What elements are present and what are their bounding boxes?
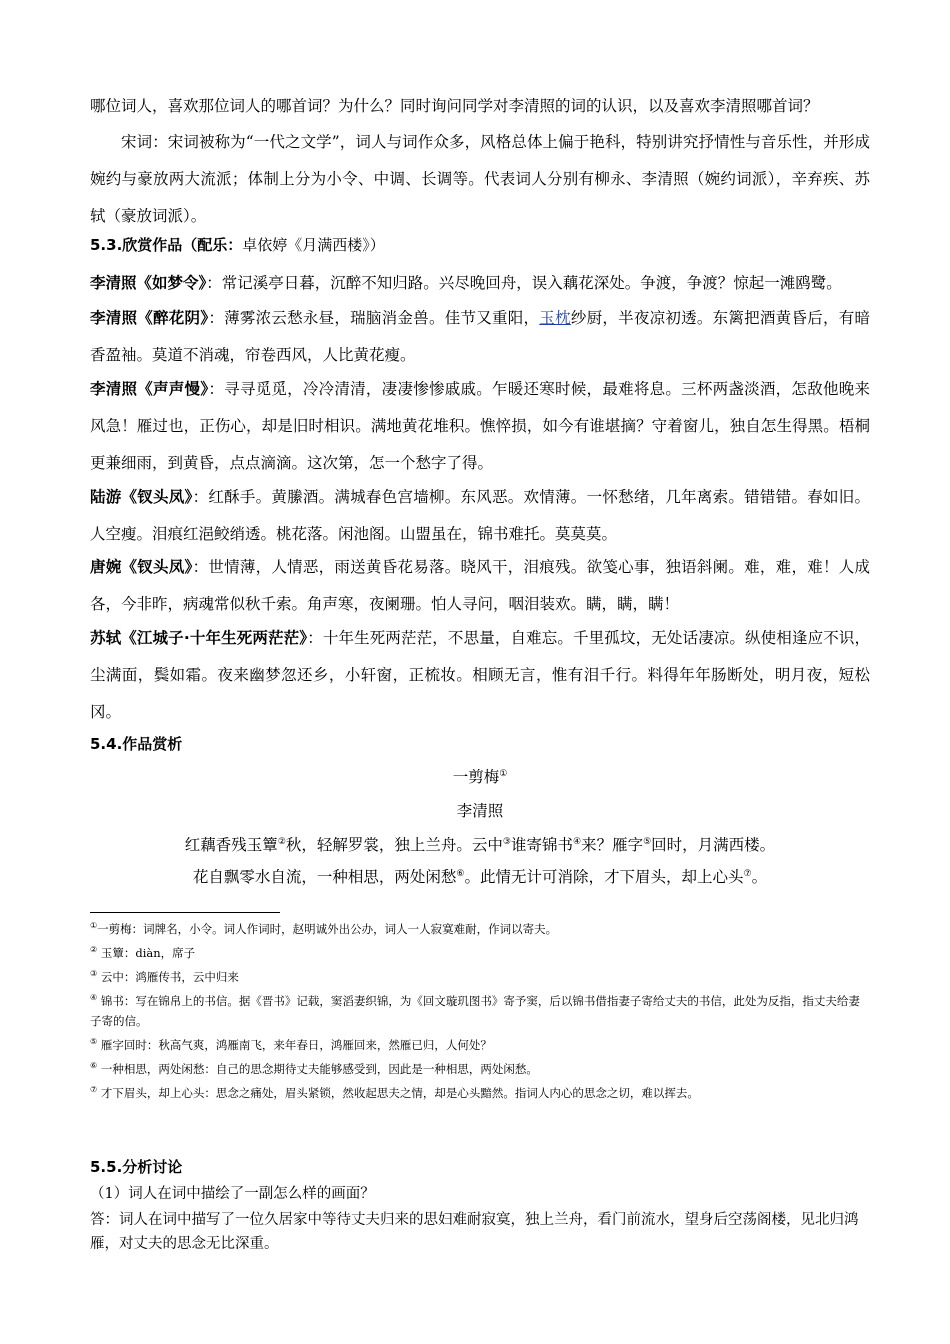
work-zuihuayin [90,300,870,374]
songci-paragraph: 宋词：宋词被称为“一代之文学”，词人与词作众多，风格总体上偏于艳科，特别讲究抒情性与音乐性，并形成婉约与豪放两大流派；体制上分为小令、中调、长调等。代表词人分别有柳永、李清照（婉约词派），辛弃疾、苏轼（豪放词派）。 [90,133,870,225]
footnote-3 [90,967,870,987]
poem-text: 红藕香残玉簟 [184,836,278,854]
footnote-4 [90,991,870,1031]
section-5-3-title: 5.3.欣赏作品（配乐： [90,236,243,254]
footnote-marker[interactable]: ④ [573,836,582,847]
work-title: 陆游《钗头凤》 [90,488,193,506]
footnote-1 [90,919,870,939]
section-5-5-heading: 5.5.分析讨论 [90,1158,183,1176]
poem-text: 秋，轻解罗裳，独上兰舟。云中 [285,836,503,854]
footnote-text: 一剪梅：词牌名，小令。词人作词时，赵明诚外出公办，词人一人寂寞难耐，作词以寄夫。 [97,922,558,936]
footnote-marker[interactable]: ⑤ [643,836,652,847]
question-1: （1）词人在词中描绘了一副怎么样的画面？ [90,1186,375,1202]
footnote-number: ① [90,921,98,931]
footnote-7 [90,1083,870,1103]
poem-text: 。 [751,868,768,886]
work-title: 李清照《声声慢》 [90,380,209,398]
footnote-separator [90,912,280,913]
poem-line-1 [90,833,870,855]
footnote-text: 云中：鸿雁传书，云中归来 [100,970,239,984]
work-title: 李清照《如梦令》 [90,274,207,292]
footnote-number: ⑦ [90,1085,98,1095]
footnote-marker[interactable]: ③ [502,836,511,847]
footnote-text: 锦书：写在锦帛上的书信。据《晋书》记载，窦滔妻织锦，为《回文璇玑图书》寄予窦，后以锦书借指妻子寄给丈夫的书信，此处为反指，指丈夫给妻子寄的信。 [90,994,860,1028]
footnote-text: 玉簟：diàn，席子 [100,946,196,960]
footnote-text: 才下眉头，却上心头：思念之痛处，眉头紧锁，然收起思夫之情，却是心头黯然。指词人内心的思念之切，难以挥去。 [100,1086,699,1100]
footnote-marker[interactable]: ② [277,836,286,847]
work-title: 李清照《醉花阴》 [90,309,209,327]
footnote-6 [90,1059,870,1079]
work-text: ：世情薄，人情恶，雨送黄昏花易落。晓风干，泪痕残。欲笺心事，独语斜阑。难，难，难！人成各，今非昨，病魂常似秋千索。角声寒，夜阑珊。怕人寻问，咽泪装欢。瞒，瞒，瞒！ [90,558,870,613]
section-5-3-heading [90,234,385,255]
poem-title-text: 一剪梅 [452,768,500,786]
poem-author: 李清照 [456,802,504,820]
footnote-marker[interactable]: ⑦ [743,868,752,879]
poem-text: 。此情无计可消除，才下眉头，却上心头 [464,868,744,886]
intro-line: 哪位词人，喜欢那位词人的哪首词？为什么？同时询问同学对李清照的词的认识，以及喜欢李清照哪首词？ [90,97,819,115]
work-text: ：常记溪亭日暮，沉醉不知归路。兴尽晚回舟，误入藕花深处。争渡，争渡？惊起一滩鸥鹭。 [206,274,842,292]
work-text: ：薄雾浓云愁永昼，瑞脑消金兽。佳节又重阳， [208,309,540,327]
work-chaitoufeng-luyou [90,479,870,553]
work-rumengling [90,265,870,302]
poem-text: 回时，月满西楼。 [651,836,776,854]
section-5-3-music: 卓依婷《月满西楼》） [242,236,385,254]
footnote-number: ④ [90,993,98,1003]
footnote-number: ② [90,945,98,955]
work-text: ：寻寻觅觅，冷冷清清，凄凄惨惨戚戚。乍暖还寒时候，最难将息。三杯两盏淡酒，怎敌他晚来风急！雁过也，正伤心，却是旧时相识。满地黄花堆积。憔悴损，如今有谁堪摘？守着窗儿，独自怎生得黑。梧桐更兼细雨，到黄昏，点点滴滴。这次第，怎一个愁字了得。 [90,380,870,472]
work-shengshengman [90,371,870,482]
work-text: ：红酥手。黄縢酒。满城春色宫墙柳。东风恶。欢情薄。一怀愁绪，几年离索。错错错。春如旧。人空瘦。泪痕红浥鲛绡透。桃花落。闲池阁。山盟虽在，锦书难托。莫莫莫。 [90,488,870,543]
footnote-text: 一种相思，两处闲愁：自己的思念期待丈夫能够感受到，因此是一种相思，两处闲愁。 [100,1062,538,1076]
poem-text: 来？雁字 [581,836,644,854]
footnote-number: ⑥ [90,1061,98,1071]
section-5-4-heading: 5.4.作品赏析 [90,735,183,753]
poem-text: 谁寄锦书 [510,836,573,854]
work-title: 苏轼《江城子·十年生死两茫茫》 [90,629,308,647]
footnote-marker[interactable]: ① [499,768,508,779]
poem-title [90,765,870,787]
footnote-marker[interactable]: ⑥ [456,868,465,879]
footnote-2 [90,943,870,963]
footnote-5 [90,1035,870,1055]
work-chaitoufeng-tangwan [90,549,870,623]
poem-text: 花自飘零水自流，一种相思，两处闲愁 [192,868,457,886]
footnote-text: 雁字回时：秋高气爽，鸿雁南飞，来年春日，鸿雁回来，然雁已归，人何处？ [100,1038,492,1052]
work-jiangchengzi [90,620,870,731]
work-text: 纱厨，半夜凉初透。东篱把酒黄昏后，有暗香盈袖。莫道不消魂，帘卷西风，人比黄花瘦。 [90,309,870,364]
footnote-number: ⑤ [90,1037,98,1047]
work-text: ：十年生死两茫茫，不思量，自难忘。千里孤坟，无处话凄凉。纵使相逢应不识，尘满面，鬓如霜。夜来幽梦忽还乡，小轩窗，正梳妆。相顾无言，惟有泪千行。料得年年肠断处，明月夜，短松冈。 [90,629,870,721]
poem-line-2 [90,865,870,887]
footnote-number: ③ [90,969,98,979]
work-title: 唐婉《钗头凤》 [90,558,193,576]
yuzhen-link[interactable]: 玉枕 [539,309,571,327]
answer-1: 答：词人在词中描写了一位久居家中等待丈夫归来的思妇难耐寂寞，独上兰舟，看门前流水，望身后空荡阁楼，见北归鸿雁，对丈夫的思念无比深重。 [90,1212,859,1252]
